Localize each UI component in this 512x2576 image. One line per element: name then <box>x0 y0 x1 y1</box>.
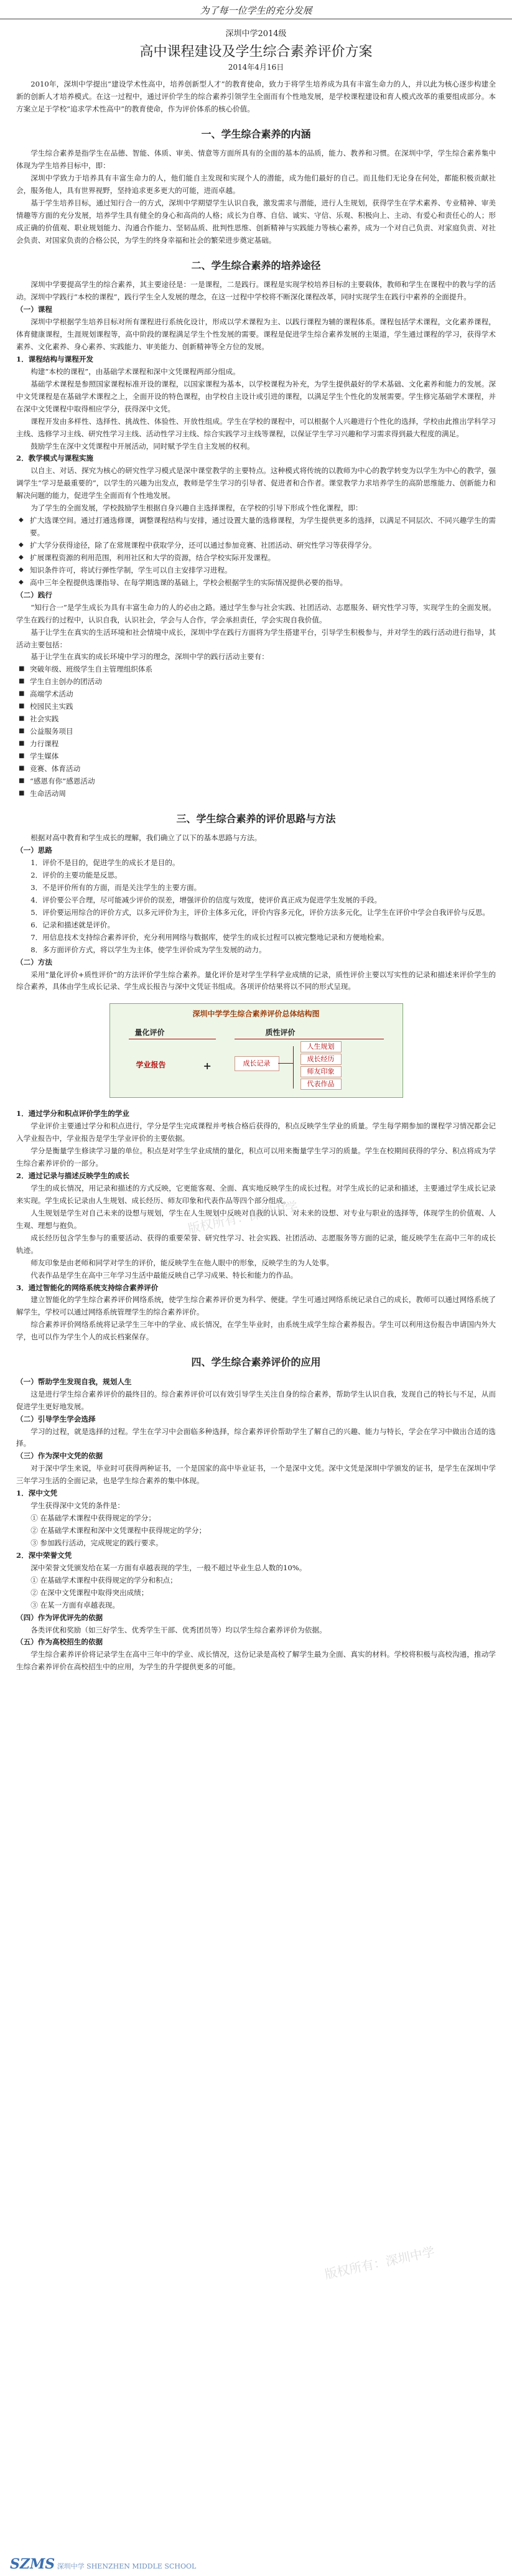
section4-para: 学生综合素养评价将记录学生在高中三年中的学业、成长情况，这份记录是高校了解学生最为全面、真实的材料。学校将积极与高校沟通，推动学生综合素养评价在高校招生中的应用，为学生的升学提供更多的可能。 <box>16 1650 496 1672</box>
section3-list-item: 3．不是评价所有的方面，而是关注学生的主要方面。 <box>30 883 202 892</box>
section2-sub1-heading: 1．课程结构与课程开发 <box>16 354 94 363</box>
section4-para: 学生获得深中文凭的条件是： <box>30 1501 124 1510</box>
section3-h2-para: 人生规划是学生对自己未来的设想与规划，学生在人生规划中反映对自我的认识、对未来的设想、对专业与职业的选择等，体现学生的价值观、人生观、理想与抱负。 <box>16 1208 496 1230</box>
section2-sub1-para: 以自主、对话、探究为核心的研究性学习模式是深中课堂教学的主要特点。这种模式将传统的以教师为中心的教学转变为以学生为中心的教学，强调学生“学习是最重要的”，以学生的兴趣为出发点，教师是学生学习的引导者、促进者和合作者。课堂教学力求培养学生的高阶思维能力、创新能力和解决问题的能力，促进学生全面而有个性地发展。 <box>16 466 496 500</box>
diagram-record: 成长记录 <box>235 1056 279 1071</box>
section1-para: 基于学生培养目标，通过知行合一的方式，深圳中学期望学生认识自我，激发需求与潜能，进行人生规划，获得学生在学术素养、专业精神、审美情趣等方面的充分发展，培养学生具有健全的身心和高尚的人格；成长为自尊、自信、诚实、守信、乐观、积极向上、主动、有爱心和责任心的人；形成正确的价值观、职业规划能力、沟通合作能力、坚韧品质、批判性思维、创新精神与实践能力等核心素养，成为一个对自己负责、对家庭负责、对社会负责、对国家负责的合格公民，为学生的终身幸福和社会的繁荣进步奠定基础。 <box>16 199 496 245</box>
section3-h2: 2．通过记录与描述反映学生的成长 <box>16 1171 129 1181</box>
section2-sub1-para: 基础学术课程是参照国家课程标准开设的课程，以国家课程为基本，以学校课程为补充，为学生提供最好的学术基础、文化素养和能力的发展。深中文凭课程是在基础学术课程之上，全面开设的特色课程，由学校自主设计或引进的课程，以满足学生个性化的发展需要。学生修完基础学术课程，并在深中文凭课程中取得相应学分，获得深中文凭。 <box>16 379 496 413</box>
section2-sub1-para: 深圳中学根据学生培养目标对所有课程进行系统化设计，形成以学术课程为主、以践行课程为辅的课程体系。课程包括学术课程，文化素养课程，体育健康课程，生涯规划课程等，高中阶段的课程满足学生个性发展的需要。课程是促进学生综合素养发展的主渠道，学生通过课程的学习，获得学术素养、文化素养、身心素养、实践能力、审美能力、创新精神等全方位的发展。 <box>16 317 496 352</box>
diagram-plus: + <box>203 1060 212 1072</box>
section3-h3: 3．通过智能化的网络系统支持综合素养评价 <box>16 1283 159 1292</box>
watermark: 版权所有：深圳中学 <box>186 1198 299 1237</box>
footer-logo <box>10 2556 196 2572</box>
section3-h2-para: 代表作品是学生在高中三年学习生活中最能反映自己学习成果、特长和能力的作品。 <box>30 1270 298 1280</box>
section2-bullet: ◆ 高中三年全程提供选课指导、在每学期选课的基础上，学校会根据学生的实际情况提供必要的指导。 <box>16 577 496 589</box>
section4-sub2: （二）引导学生学会选择 <box>16 1414 96 1423</box>
section3-method: 采用“量化评价+质性评价”的方法评价学生综合素养。量化评价是对学生学科学业成绩的记录，质性评价主要以写实性的记录和描述来评价学生的综合素养，具体由学生成长记录、学生成长报告与深中文凭证书组成。各项评价结果将以不同的形式呈现。 <box>16 970 496 991</box>
section4-para: ② 在深中文凭课程中取得突出成绩； <box>30 1588 149 1597</box>
section4-sub1: （一）帮助学生发现自我，规划人生 <box>16 1377 132 1386</box>
section3-list-item: 1．评价不是目的，促进学生的成长才是目的。 <box>30 858 180 868</box>
section2-sub2-para: “知行合一”是学生成长为具有丰富生命力的人的必由之路。通过学生参与社会实践、社团活动、志愿服务、研究性学习等，实现学生的全面发展。学生在践行的过程中，认识自我，认识社会，学会与人合作，学会承担责任，学会实现自我价值。 <box>16 602 496 624</box>
doc-date: 2014年4月16日 <box>228 63 284 72</box>
diagram-line <box>293 1046 294 1089</box>
activity-item: ■ 公益服务项目 <box>16 726 496 738</box>
activity-list <box>16 663 496 800</box>
diagram-item: 师友印象 <box>300 1066 342 1077</box>
activity-item: ■ 社会实践 <box>16 713 496 726</box>
section3-h3-para: 综合素养评价网络系统将记录学生三年中的学业、成长情况，在学生毕业时，由系统生成学生综合素养报告。学生可以利用这份报告申请国内外大学，也可以作为学生个人的成长档案保存。 <box>16 1320 496 1342</box>
section3-h2-para: 成长经历包含学生参与的重要活动、获得的重要荣誉、研究性学习、社会实践、社团活动、志愿服务等方面的记录，能反映学生在高中三年的成长轨迹。 <box>16 1233 496 1255</box>
intro-para: 2010年，深圳中学提出“建设学术性高中，培养创新型人才”的教育使命，致力于将学生培养成为具有丰富生命力的人，并以此为核心逐步构建全新的创新人才培养模式。在这一过程中，通过评价学生的综合素养引领学生全面而有个性地发展，是学校课程建设和育人模式改革的重要组成部分。本方案立足于学校“追求学术性高中”的教育使命，作为评价体系的核心价值。 <box>16 80 496 113</box>
section3-h3-para: 建立智能化的学生综合素养评价网络系统，使学生综合素养评价更为科学、便捷。学生可通过网络系统记录自己的成长，教师可以通过网络系统了解学生，学校可以通过网络系统管理学生的综合素养评价。 <box>16 1295 496 1317</box>
activity-item: ■ “感恩有你”感恩活动 <box>16 775 496 788</box>
section4-sub4: （四）作为评优评先的依据 <box>16 1613 103 1622</box>
section3-list-item: 7．用信息技术支持综合素养评价，充分利用网络与数据库，使学生的成长过程可以被完整地记录和方便地检索。 <box>30 932 389 942</box>
section2-bullet: ◆ 扩大学分获得途径，除了在常规课程中获取学分，还可以通过参加竞赛、社团活动、研究性学习等获得学分。 <box>16 540 496 552</box>
section2-sub2: （二）践行 <box>16 590 52 599</box>
section3-intro: 根据对高中教育和学生成长的理解，我们确立了以下的基本思路与方法。 <box>30 833 262 843</box>
diagram-item: 成长经历 <box>300 1054 342 1065</box>
doc-body <box>0 72 512 1674</box>
activity-item: ■ 突破年级、班级学生自主管理组织体系 <box>16 663 496 676</box>
section3-list-item: 8．多方面评价方式，将以学生为主体，使学生评价成为学生发展的动力。 <box>30 945 266 954</box>
section2-para: 深圳中学要提高学生的综合素养，其主要途径是：一是课程，二是践行。课程是实现学校培养目标的主要载体，教师和学生在课程中的教与学的活动。深圳中学践行“本校的课程”，践行学生全人发展的理念，在这一过程中学校将不断深化课程改革，同时实现学生在践行中素养的全面提升。 <box>16 280 496 302</box>
diagram-report: 学业报告 <box>136 1061 166 1070</box>
section4-sub3: （三）作为深中文凭的依据 <box>16 1451 103 1461</box>
section2-sub1-heading: 2．教学模式与课程实施 <box>16 454 94 463</box>
section4-para: ① 在基础学术课程中获得规定的学分和积点； <box>30 1575 177 1585</box>
section4-title: 四、学生综合素养评价的应用 <box>191 1356 321 1369</box>
diagram-item: 代表作品 <box>300 1079 342 1090</box>
section3-h1-para: 学业评价主要通过学分和积点进行，学分是学生完成课程并考核合格后获得的，积点反映学生学业的质量。学生每学期参加的课程学习情况都会记入学业报告中，学业报告是学生学业评价的主要依据。 <box>16 1122 496 1143</box>
section4-sub3-heading: 1．深中文凭 <box>16 1489 58 1498</box>
section3-h1-para: 学分是衡量学生修读学习量的单位。积点是对学生学业成绩的量化，积点可以用来衡量学生学习的质量。学生在校期间获得的学分、积点将成为学生综合素养评价的一部分。 <box>16 1146 496 1168</box>
section4-sub3-heading: 2．深中荣誉文凭 <box>16 1550 72 1560</box>
section4-para: ③ 参加践行活动，完成规定的践行要求。 <box>30 1538 163 1547</box>
section3-list-item: 4．评价要公平合理，尽可能减少评价的误差，增强评价的信度与效度，使评价真正成为促进学生发展的手段。 <box>30 895 382 904</box>
section4-para: 对于深中学生来说，毕业时可获得两种证书，一个是国家的高中毕业证书，一个是深中文凭。深中文凭是深圳中学颁发的证书，是学生在深圳中学三年学习生活的全面记录，也是学生综合素养的集中体现。 <box>16 1464 496 1486</box>
motto: 为了每一位学生的充分发展 <box>200 5 312 16</box>
section1-title: 一、学生综合素养的内涵 <box>201 128 311 140</box>
diagram-item: 人生规划 <box>300 1041 342 1052</box>
section4-para: 深中荣誉文凭颁发给在某一方面有卓越表现的学生，一般不超过毕业生总人数的10%。 <box>30 1563 307 1572</box>
section3-list-item: 6．记录和描述就是评价。 <box>30 920 115 929</box>
section2-sub1: （一）课程 <box>16 305 52 314</box>
section3-h2-para: 师友印象是由老师和同学对学生的评价，能反映学生在他人眼中的形象，反映学生的为人处事。 <box>30 1258 334 1267</box>
diagram-quant-label: 量化评价 <box>134 1028 165 1037</box>
section2-bullet: ◆ 扩大选课空间。通过打通选修课，调整课程结构与安排，通过设置大量的选修课程，为学生提供更多的选择，以满足不同层次、不同兴趣学生的需要。 <box>16 515 496 540</box>
section2-sub2-para: 基于让学生在真实的成长环境中学习的理念，深圳中学的践行活动主要有： <box>30 652 269 662</box>
section2-bullet: ◆ 扩展课程资源的利用范围，利用社区和大学的资源，结合学校实际开发课程。 <box>16 552 496 564</box>
section3-list-item: 2．评价的主要功能是反思。 <box>30 871 122 880</box>
activity-item: ■ 校园民主实践 <box>16 701 496 713</box>
section4-para: 这是进行学生综合素养评价的最终目的。综合素养评价可以有效引导学生关注自身的综合素养，帮助学生认识自我，发现自己的特长与不足，从而促进学生更好地发展。 <box>16 1389 496 1411</box>
activity-item: ■ 竞赛、体育活动 <box>16 763 496 775</box>
section3-h1: 1．通过学分和积点评价学生的学业 <box>16 1109 129 1118</box>
section3-sub2: （二）方法 <box>16 957 52 967</box>
activity-item: ■ 生命活动周 <box>16 788 496 800</box>
section2-sub1-para: 构建“本校的课程”，由基础学术课程和深中文凭课程两部分组成。 <box>30 367 240 376</box>
doc-title: 高中课程建设及学生综合素养评价方案 <box>139 44 373 60</box>
section4-para: 各类评优和奖励（如三好学生、优秀学生干部、优秀团员等）均以学生综合素养评价为依据。 <box>30 1625 327 1634</box>
section2-bullet: ◆ 知识条件许可，将试行弹性学制，学生可以自主安排学习进程。 <box>16 564 496 577</box>
section1-para: 深圳中学致力于培养具有丰富生命力的人，他们能自主发现和实现个人的潜能，成为他们最好的自己。而且他们无论身在何处，都能积极贡献社会，服务他人，具有世界视野，坚持追求更多更大的可能，进而卓越。 <box>16 174 496 195</box>
activity-item: ■ 学生媒体 <box>16 751 496 763</box>
doc-header <box>0 27 512 72</box>
section4-para: ② 在基础学术课程和深中文凭课程中获得规定的学分； <box>30 1526 207 1535</box>
section2-title: 二、学生综合素养的培养途径 <box>191 259 321 271</box>
watermark: 版权所有：深圳中学 <box>323 2244 436 2282</box>
section2-sub1-para: 鼓励学生在深中文凭课程中开展活动，同时赋予学生自主发展的权利。 <box>30 441 254 451</box>
section4-para: 学习的过程，就是选择的过程。学生在学习中会面临多种选择，综合素养评价帮助学生了解自己的兴趣、能力与特长，学会在学习中做出合适的选择。 <box>16 1426 496 1448</box>
activity-item: ■ 学生自主创办的团活动 <box>16 676 496 688</box>
evaluation-structure-diagram <box>109 1003 403 1098</box>
section2-sub1-para: 为了学生的全面发展，学校鼓励学生根据自身兴趣自主选择课程，在学校的引导下形成个性化课程，即： <box>30 503 363 513</box>
section2-sub1-para: 课程开发由多样性、选择性、挑战性、体验性、开放性组成。学生在学校的课程中，可以根据个人兴趣进行个性化的选择，学校由此推出学科学习主线、选修学习主线、研究性学习主线、活动性学习主线、综合实践学习主线等课程，以保证学生学习兴趣和学习需求得到最大程度的满足。 <box>16 416 496 438</box>
section4-para: ① 在基础学术课程中获得规定的学分； <box>30 1514 156 1523</box>
section1-para: 学生综合素养是指学生在品德、智能、体质、审美、情意等方面所具有的全面的基本的品质，能力、教养和习惯。在深圳中学，学生综合素养集中体现为学生培养目标中，即： <box>16 149 496 171</box>
section3-h2-para: 学生的成长情况，用记录和描述的方式反映，它更能客观、全面、真实地反映学生的成长过程。对学生成长的记录和描述，主要通过学生成长记录来实现。学生成长记录由人生规划、成长经历、师友印象和代表作品等四个部分组成。 <box>16 1184 496 1205</box>
activity-item: ■ 力行课程 <box>16 738 496 751</box>
diagram-line <box>278 1063 293 1064</box>
diagram-title: 深圳中学学生综合素养评价总体结构图 <box>192 1009 320 1019</box>
school-label: 深圳中学2014级 <box>225 29 287 39</box>
diagram-qual-label: 质性评价 <box>265 1028 296 1037</box>
section3-title: 三、学生综合素养的评价思路与方法 <box>176 812 336 825</box>
section4-para: ③ 在某一方面有卓越表现。 <box>30 1600 119 1609</box>
section2-sub2-para: 基于让学生在真实的生活环境和社会情境中成长，深圳中学在践行方面将为学生搭建平台，引导学生积极参与，并对学生的践行活动进行指导，其活动主要包括： <box>16 627 496 649</box>
footer-logo-mark: SZMS <box>10 2556 55 2572</box>
section4-sub5: （五）作为高校招生的依据 <box>16 1637 103 1647</box>
section3-list-item: 5．评价要运用综合的评价方式，以多元评价为主，评价主体多元化，评价内容多元化，评价方法多元化，让学生在评价中学会自我评价与反思。 <box>30 907 490 917</box>
footer-logo-text: 深圳中学 SHENZHEN MIDDLE SCHOOL <box>57 2562 197 2570</box>
activity-item: ■ 高端学术活动 <box>16 688 496 701</box>
section3-sub1: （一）思路 <box>16 846 52 855</box>
